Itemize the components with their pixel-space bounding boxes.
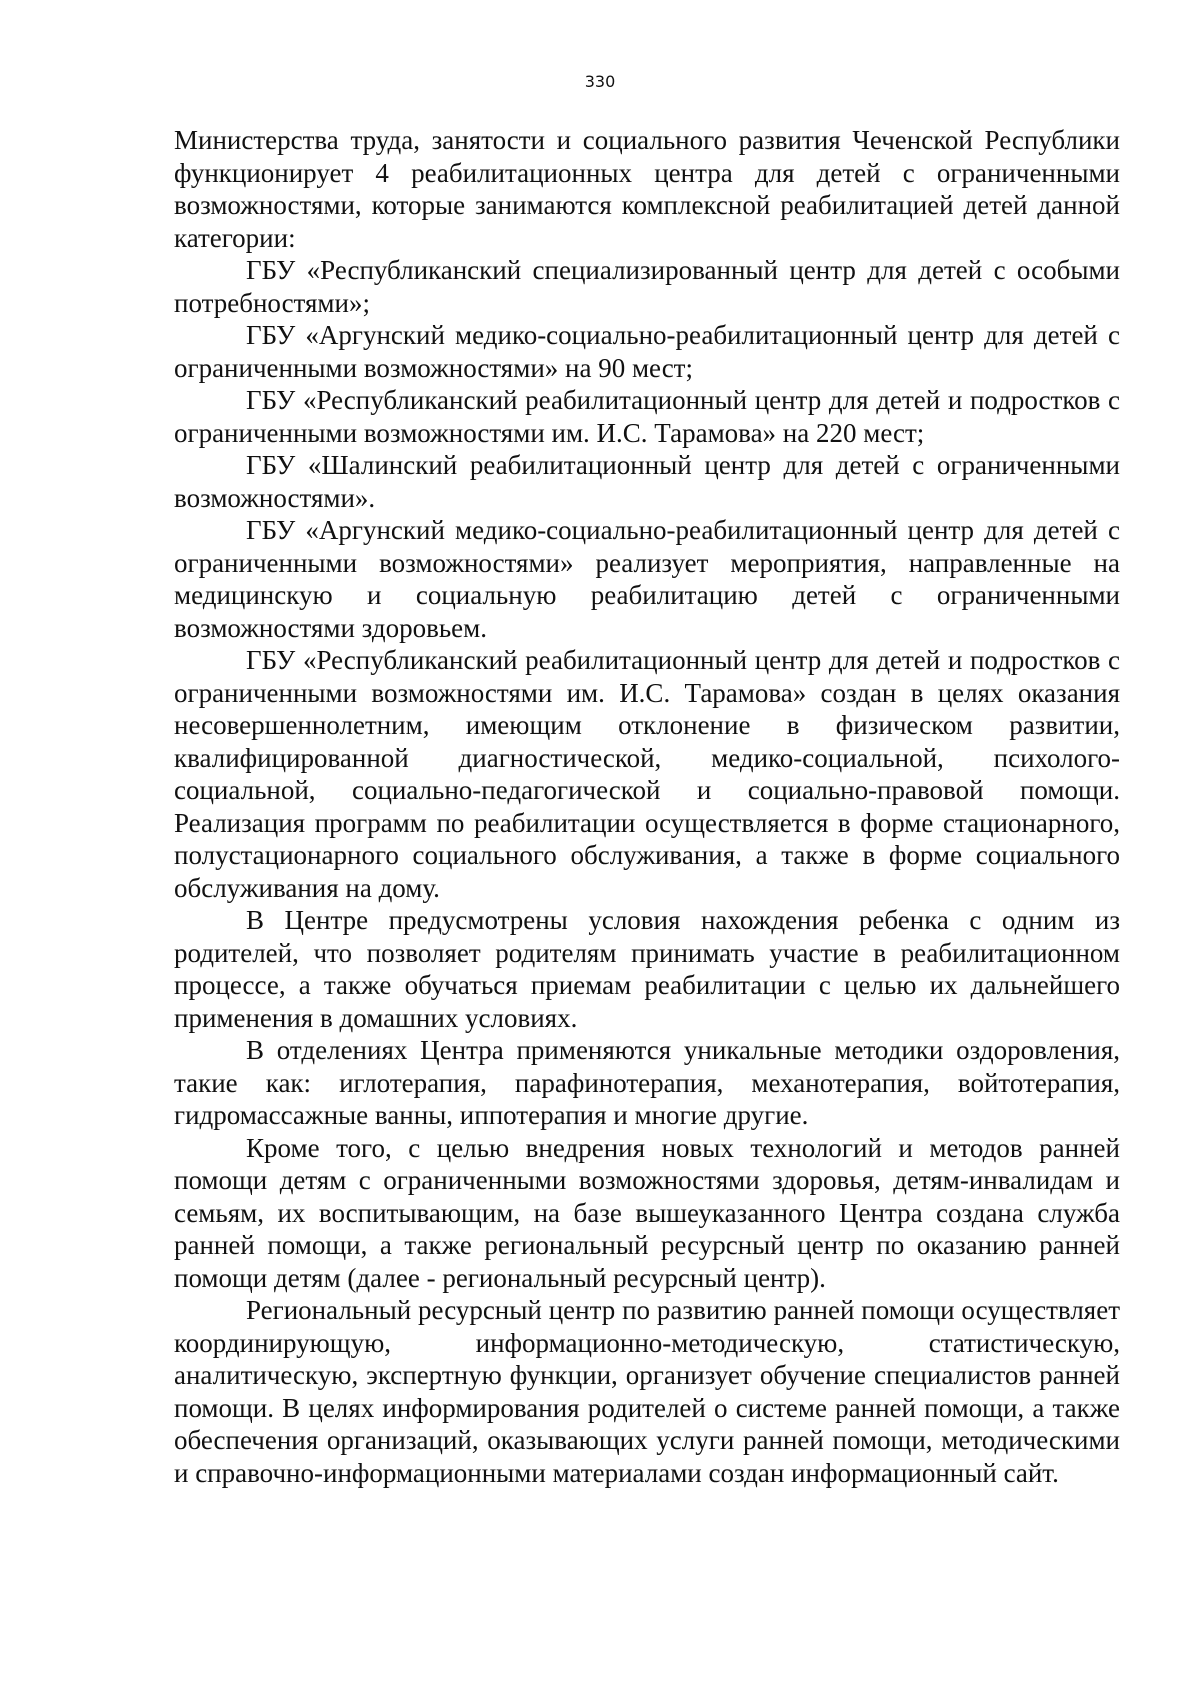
paragraph-methods: В отделениях Центра применяются уникальные методики оздоровления, такие как: иглотерапия, парафинотерапия, механотерапия, войтотерапия, гидромассажные ванны, иппотерапия и многие другие.: [174, 1035, 1120, 1130]
paragraph-center-taramov: ГБУ «Республиканский реабилитационный центр для детей и подростков с ограниченными возможностями им. И.С. Тарамова» на 220 мест;: [174, 385, 1120, 448]
paragraph-taramov-purpose: ГБУ «Республиканский реабилитационный центр для детей и подростков с ограниченными возможностями им. И.С. Тарамова» создан в целях оказания несовершеннолетним, имеющим отклонение в физическом развитии, квалифицированной диагностической, медико-социальной, психолого-социальной, социально-педагогической и социально-правовой помощи. Реализация программ по реабилитации осуществляется в форме стационарного, полустационарного социального обслуживания, а также в форме социального обслуживания на дому.: [174, 645, 1120, 903]
paragraph-center-argun: ГБУ «Аргунский медико-социально-реабилитационный центр для детей с ограниченными возможностями» на 90 мест;: [174, 320, 1120, 383]
paragraph-early-help-service: Кроме того, с целью внедрения новых технологий и методов ранней помощи детям с ограниченными возможностями здоровья, детям-инвалидам и семьям, их воспитывающим, на базе вышеуказанного Центра создана служба ранней помощи, а также региональный ресурсный центр по оказанию ранней помощи детям (далее - региональный ресурсный центр).: [174, 1132, 1120, 1293]
document-body: [174, 124, 1120, 1489]
paragraph-center-special-needs: ГБУ «Республиканский специализированный центр для детей с особыми потребностями»;: [174, 255, 1120, 318]
paragraph-resource-center: Региональный ресурсный центр по развитию ранней помощи осуществляет координирующую, информационно-методическую, статистическую, аналитическую, экспертную функции, организует обучение специалистов ранней помощи. В целях информирования родителей о системе ранней помощи, а также обеспечения организаций, оказывающих услуги ранней помощи, методическими и справочно-информационными материалами создан информационный сайт.: [174, 1295, 1120, 1488]
paragraph-center-shali: ГБУ «Шалинский реабилитационный центр для детей с ограниченными возможностями».: [174, 450, 1120, 513]
page-number: 330: [584, 72, 616, 91]
paragraph-parent-stay: В Центре предусмотрены условия нахождения ребенка с одним из родителей, что позволяет родителям принимать участие в реабилитационном процессе, а также обучаться приемам реабилитации с целью их дальнейшего применения в домашних условиях.: [174, 905, 1120, 1033]
paragraph-intro: Министерства труда, занятости и социального развития Чеченской Республики функционирует 4 реабилитационных центра для детей с ограниченными возможностями, которые занимаются комплексной реабилитацией детей данной категории:: [174, 125, 1120, 253]
paragraph-argun-activities: ГБУ «Аргунский медико-социально-реабилитационный центр для детей с ограниченными возможностями» реализует мероприятия, направленные на медицинскую и социальную реабилитацию детей с ограниченными возможностями здоровьем.: [174, 515, 1120, 643]
